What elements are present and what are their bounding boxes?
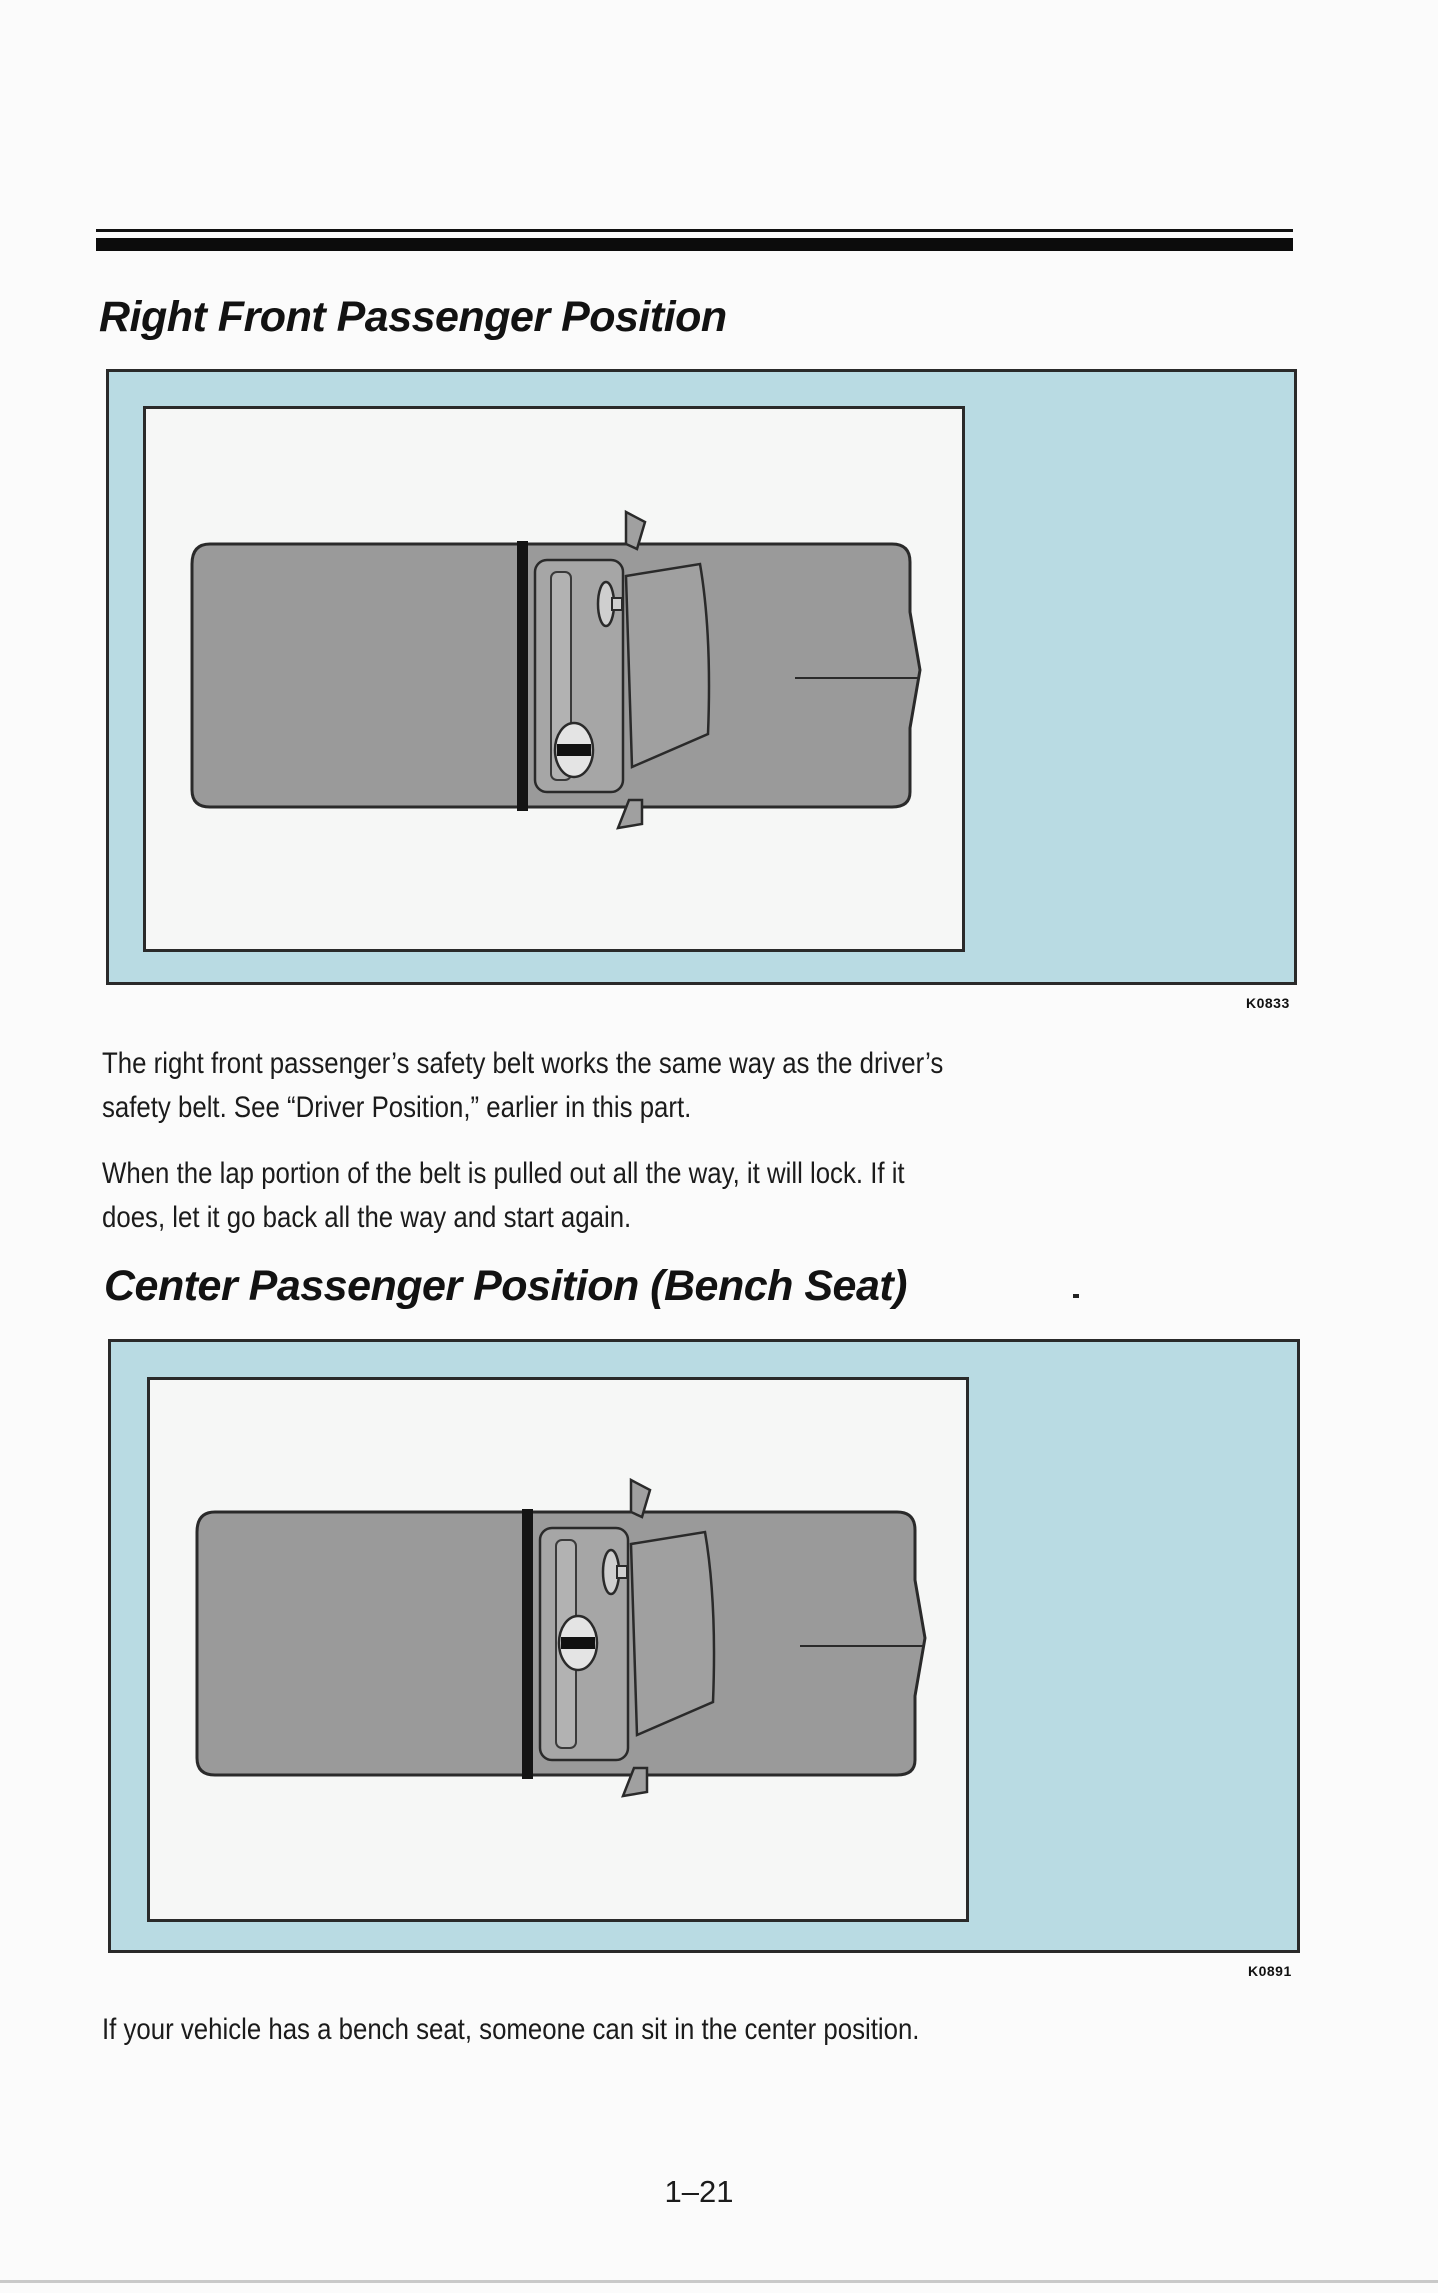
header-rule-thick — [96, 238, 1293, 251]
page-number: 1–21 — [664, 2174, 734, 2209]
paragraph-1 — [102, 1042, 943, 1130]
cab-divider-bar — [522, 1509, 533, 1779]
header-rule-thin — [96, 229, 1293, 232]
paragraph-3 — [102, 2008, 919, 2052]
cab-divider-bar — [517, 541, 528, 811]
figure-right-front-passenger — [106, 369, 1297, 985]
dashboard-shape — [631, 1532, 714, 1735]
passenger-head-band — [557, 744, 591, 756]
dashboard-shape — [626, 564, 709, 767]
vehicle-bed-shape — [197, 1512, 527, 1775]
vehicle-top-view-illustration — [111, 1342, 1303, 1956]
figure-center-passenger — [108, 1339, 1300, 1953]
figure-code-k0891: K0891 — [1248, 1963, 1292, 1979]
vehicle-bed-shape — [192, 544, 522, 807]
steering-column — [612, 598, 622, 610]
steering-column — [617, 1566, 627, 1578]
paragraph-2-line-1: When the lap portion of the belt is pulled out all the way, it will lock. If it — [102, 1157, 905, 1190]
paragraph-1-line-1: The right front passenger’s safety belt works the same way as the driver’s — [102, 1047, 944, 1080]
section-heading-right-front: Right Front Passenger Position — [99, 293, 727, 341]
page-bottom-edge — [0, 2280, 1438, 2283]
stray-print-mark — [1073, 1294, 1079, 1298]
paragraph-2-line-2: does, let it go back all the way and start again. — [102, 1201, 632, 1234]
passenger-head-band — [561, 1637, 595, 1649]
paragraph-3-line-1: If your vehicle has a bench seat, someone can sit in the center position. — [102, 2013, 920, 2046]
paragraph-1-line-2: safety belt. See “Driver Position,” earlier in this part. — [102, 1091, 692, 1124]
figure-code-k0833: K0833 — [1246, 995, 1290, 1011]
section-heading-center-passenger: Center Passenger Position (Bench Seat) — [104, 1262, 907, 1310]
vehicle-top-view-illustration — [109, 372, 1300, 988]
paragraph-2 — [102, 1152, 905, 1240]
